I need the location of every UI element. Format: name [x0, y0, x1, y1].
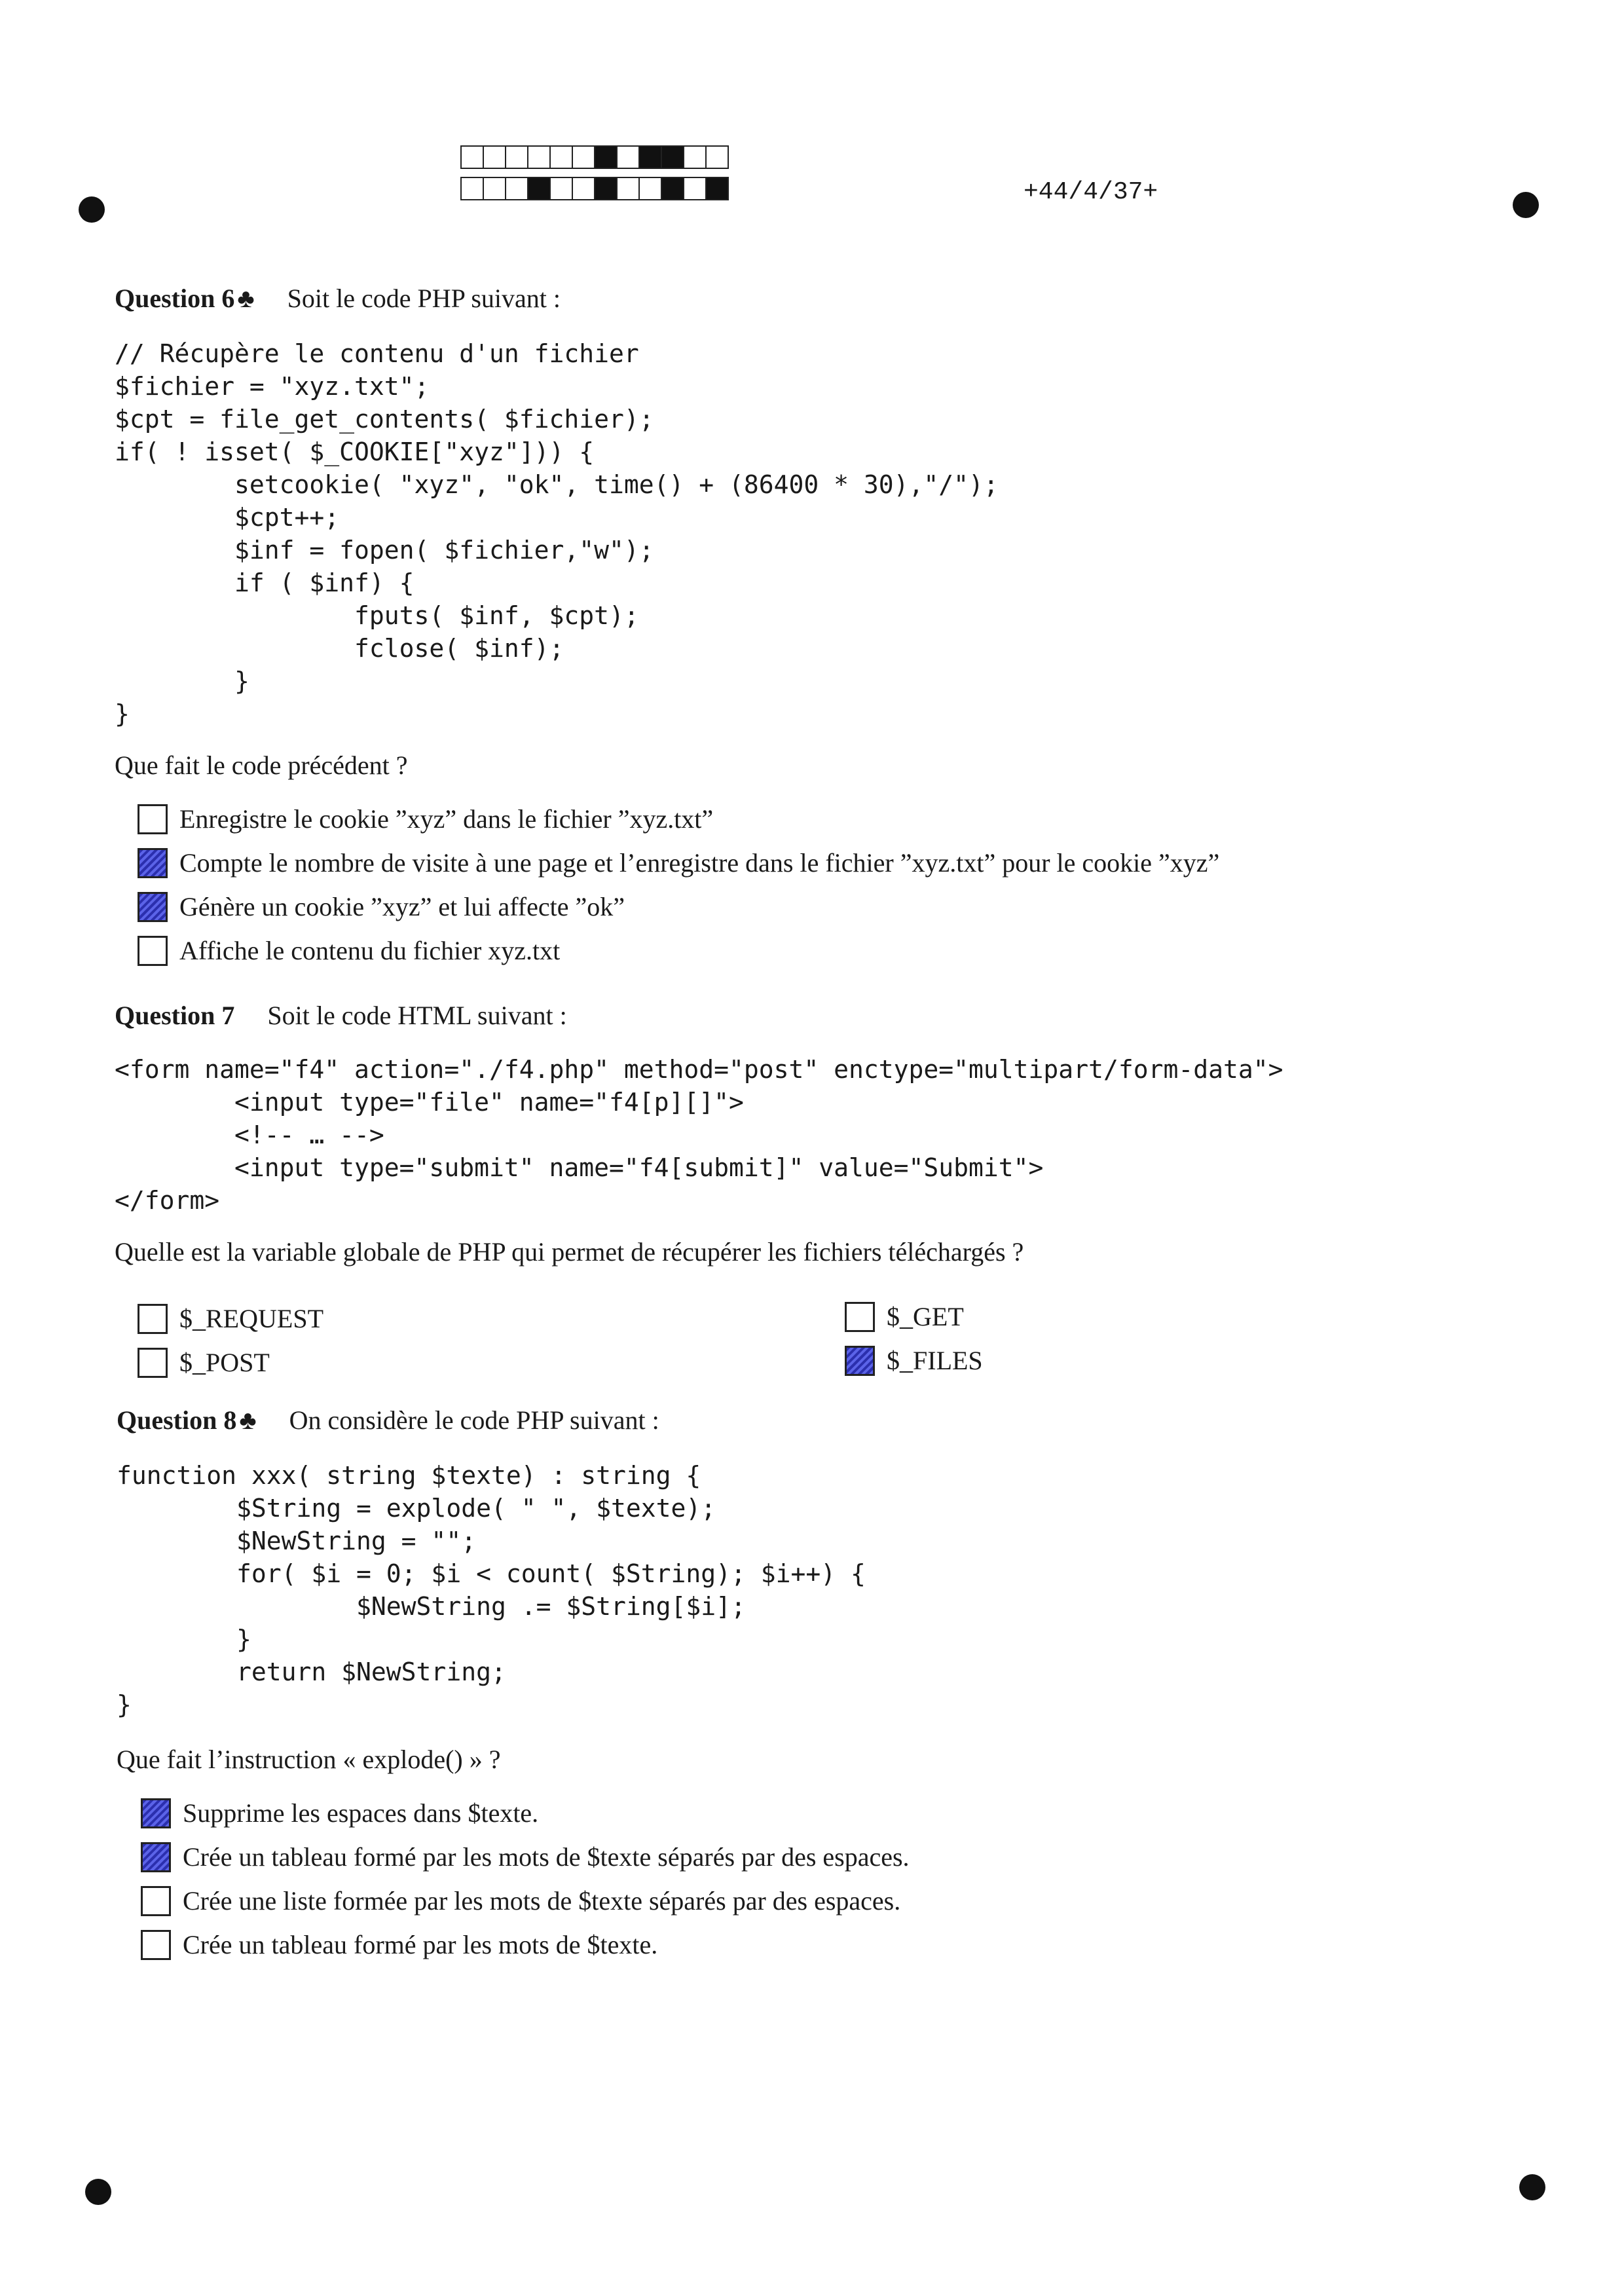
- question-8-intro: On considère le code PHP suivant :: [289, 1405, 659, 1435]
- question-6-code: // Récupère le contenu d'un fichier $fichier = "xyz.txt"; $cpt = file_get_contents( $fichier); if( ! isset( $_COOKIE["xyz"])) { setcookie( "xyz", "ok", time() + (86400 * 30),"/"); $cpt++; $inf = fopen( $fichier,"w"); if ( $inf) { fputs( $inf, $cpt); fclose( $inf); } }: [115, 339, 999, 728]
- option-label: $_POST: [179, 1348, 270, 1377]
- question-6-intro: Soit le code PHP suivant :: [287, 284, 561, 313]
- q7-option-files[interactable]: [845, 1345, 983, 1376]
- code-grid-cell: [549, 177, 573, 200]
- option-label: Crée un tableau formé par les mots de $texte.: [183, 1930, 658, 1959]
- code-grid-cell: [483, 145, 506, 169]
- code-grid-cell: [549, 145, 573, 169]
- checkbox[interactable]: [138, 1348, 168, 1378]
- q8-option-1[interactable]: [141, 1798, 538, 1828]
- club-icon: ♣: [239, 1405, 257, 1435]
- question-8-prompt: Que fait l’instruction « explode() » ?: [117, 1745, 501, 1774]
- option-label: Affiche le contenu du fichier xyz.txt: [179, 936, 561, 965]
- question-6-header: [115, 283, 561, 314]
- code-grid-cell: [638, 145, 662, 169]
- option-label: $_REQUEST: [179, 1304, 323, 1333]
- q8-option-2[interactable]: [141, 1842, 910, 1872]
- code-grid-cell: [661, 177, 684, 200]
- checkbox[interactable]: [845, 1302, 875, 1332]
- code-grid-cell: [572, 177, 595, 200]
- code-grid-row-2: [460, 177, 728, 200]
- option-label: Supprime les espaces dans $texte.: [183, 1798, 539, 1828]
- club-icon: ♣: [237, 284, 255, 313]
- question-7-code: <form name="f4" action="./f4.php" method="post" enctype="multipart/form-data"> <input type="file" name="f4[p][]"> <!-- … --> <input type="submit" name="f4[submit]" value="Submit"> </form>: [115, 1055, 1283, 1215]
- checkbox[interactable]: [138, 1304, 168, 1334]
- page-id: +44/4/37+: [1024, 178, 1158, 206]
- code-grid-cell: [460, 177, 484, 200]
- code-grid-cell: [638, 177, 662, 200]
- question-7-intro: Soit le code HTML suivant :: [267, 1001, 567, 1030]
- code-grid-cell: [661, 145, 684, 169]
- checkbox[interactable]: [138, 892, 168, 922]
- question-8-code: function xxx( string $texte) : string { $String = explode( " ", $texte); $NewString = ""; for( $i = 0; $i < count( $String); $i++) { $NewString .= $String[$i]; } return $NewString; }: [117, 1461, 866, 1719]
- code-grid-cell: [705, 145, 729, 169]
- checkbox[interactable]: [141, 1886, 171, 1916]
- code-grid-cell: [616, 177, 640, 200]
- question-8-header: [117, 1405, 659, 1435]
- option-label: $_GET: [887, 1302, 964, 1331]
- option-label: Crée une liste formée par les mots de $texte séparés par des espaces.: [183, 1886, 901, 1916]
- question-7-prompt: Quelle est la variable globale de PHP qui permet de récupérer les fichiers téléchargés ?: [115, 1237, 1024, 1267]
- question-7-label: Question 7: [115, 1001, 235, 1030]
- checkbox[interactable]: [141, 1842, 171, 1872]
- question-8-label: Question 8 ♣: [117, 1405, 257, 1435]
- code-grid-cell: [460, 145, 484, 169]
- q8-option-3[interactable]: [141, 1885, 900, 1916]
- checkbox[interactable]: [138, 848, 168, 878]
- code-grid-cell: [505, 177, 528, 200]
- registration-mark-bottom-left: [85, 2179, 111, 2205]
- registration-mark-bottom-right: [1519, 2174, 1545, 2200]
- code-grid-cell: [572, 145, 595, 169]
- code-grid-cell: [683, 177, 707, 200]
- code-grid-cell: [594, 177, 618, 200]
- code-grid-cell: [483, 177, 506, 200]
- checkbox[interactable]: [141, 1798, 171, 1828]
- q6-option-2[interactable]: [138, 847, 1219, 878]
- option-label: Crée un tableau formé par les mots de $texte séparés par des espaces.: [183, 1842, 910, 1872]
- q8-option-4[interactable]: [141, 1929, 657, 1960]
- code-grid-cell: [683, 145, 707, 169]
- question-6-label: Question 6 ♣: [115, 284, 255, 313]
- q7-option-post[interactable]: [138, 1347, 270, 1378]
- registration-mark-top-right: [1513, 192, 1539, 218]
- checkbox[interactable]: [138, 936, 168, 966]
- option-label: Enregistre le cookie ”xyz” dans le fichier ”xyz.txt”: [179, 804, 714, 834]
- q7-option-request[interactable]: [138, 1303, 323, 1334]
- registration-mark-top-left: [79, 196, 105, 223]
- code-grid-cell: [527, 177, 551, 200]
- q6-option-4[interactable]: [138, 935, 560, 966]
- code-grid-cell: [505, 145, 528, 169]
- checkbox[interactable]: [845, 1346, 875, 1376]
- q6-option-1[interactable]: [138, 804, 713, 834]
- code-grid-cell: [594, 145, 618, 169]
- code-grid-cell: [527, 145, 551, 169]
- option-label: Compte le nombre de visite à une page et l’enregistre dans le fichier ”xyz.txt” pour le cookie ”xyz”: [179, 848, 1220, 878]
- option-label: $_FILES: [887, 1346, 983, 1375]
- question-6-prompt: Que fait le code précédent ?: [115, 750, 408, 780]
- code-grid-cell: [616, 145, 640, 169]
- q6-option-3[interactable]: [138, 891, 625, 922]
- question-7-header: [115, 1000, 567, 1031]
- option-label: Génère un cookie ”xyz” et lui affecte ”ok”: [179, 892, 625, 921]
- code-grid-row-1: [460, 145, 728, 169]
- q7-option-get[interactable]: [845, 1301, 964, 1332]
- checkbox[interactable]: [138, 804, 168, 834]
- code-grid-cell: [705, 177, 729, 200]
- checkbox[interactable]: [141, 1930, 171, 1960]
